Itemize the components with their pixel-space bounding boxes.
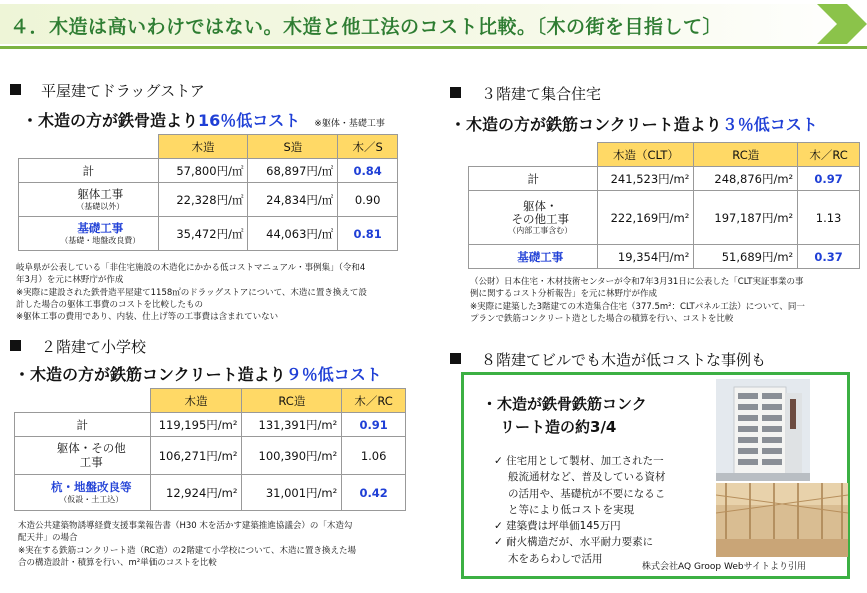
table-row (15, 475, 406, 511)
row-label: 計 (469, 167, 598, 191)
cost-table-housing (468, 142, 860, 269)
row-label-main: 躯体工事 (77, 187, 124, 202)
column-header: RC造 (694, 143, 798, 167)
footnote-line: 計した場合の躯体工事費のコストを比較したもの (16, 299, 204, 310)
table-header-row (15, 389, 406, 413)
table-row (19, 159, 398, 183)
case-study-title-line: リート造の約3/4 (500, 417, 617, 436)
bullet-highlight: 16％低コスト (198, 111, 301, 130)
row-label-main: 躯体・その他 (56, 441, 126, 456)
list-item: の活用や、基礎杭が不要になるこ (508, 487, 666, 500)
table-row (15, 413, 406, 437)
case-study-title (482, 393, 647, 438)
square-bullet-icon (450, 353, 461, 364)
column-header: S造 (248, 135, 338, 159)
cell-ratio: 0.91 (342, 413, 406, 437)
list-item: 木をあらわしで活用 (508, 552, 603, 565)
row-label (19, 217, 159, 251)
square-bullet-icon (450, 87, 461, 98)
table-row (19, 217, 398, 251)
list-item: ✓ 建築費は坪単価145万円 (494, 520, 621, 533)
cost-table-school (14, 388, 406, 511)
footnote-housing (470, 276, 805, 325)
column-header: 木／S (338, 135, 398, 159)
square-bullet-icon (10, 84, 21, 95)
footnote-school (18, 520, 356, 569)
cell-other: 44,063円/㎡ (248, 217, 338, 251)
cell-wood: 57,800円/㎡ (158, 159, 248, 183)
section-heading-text: ８階建てビルでも木造が低コストな事例も (481, 351, 767, 369)
bullet-housing (450, 112, 818, 135)
cell-other: 24,834円/㎡ (248, 183, 338, 217)
cell-other: 51,689円/m² (694, 245, 798, 269)
building-photo (716, 379, 810, 481)
cell-wood: 22,328円/㎡ (158, 183, 248, 217)
table-corner (19, 135, 159, 159)
footnote-line: 岐阜県が公表している「非住宅施設の木造化にかかる低コストマニュアル・事例集」（令和4 (16, 263, 366, 273)
bullet-drugstore (22, 108, 385, 131)
cell-ratio: 0.90 (338, 183, 398, 217)
table-corner (469, 143, 598, 167)
bullet-text: ・木造の方が鉄筋コンクリート造より (14, 365, 286, 384)
cell-wood: 19,354円/m² (598, 245, 694, 269)
table-row (469, 167, 860, 191)
column-header: 木／RC (798, 143, 860, 167)
cell-other: 100,390円/m² (242, 437, 342, 475)
row-label-sub: （仮設・土工込） (59, 494, 124, 504)
table-row (469, 245, 860, 269)
page-title: ４．木造は高いわけではない。木造と他工法のコスト比較。〔木の街を目指して〕 (10, 16, 723, 38)
bullet-text: ・木造の方が鉄骨造より (22, 111, 199, 130)
cost-table-drugstore (18, 134, 398, 251)
row-label: 計 (19, 159, 159, 183)
cell-ratio: 0.37 (798, 245, 860, 269)
cell-wood: 12,924円/m² (150, 475, 242, 511)
table-row (15, 437, 406, 475)
table-header-row (19, 135, 398, 159)
section-heading-housing (450, 83, 601, 104)
bullet-highlight: ９％低コスト (285, 365, 382, 384)
square-bullet-icon (10, 340, 21, 351)
list-item: ✓ 耐火構造だが、水平耐力要素に (494, 536, 654, 549)
bullet-highlight: ３％低コスト (721, 115, 818, 134)
bullet-text: ・木造の方が鉄筋コンクリート造より (450, 115, 722, 134)
column-header: RC造 (242, 389, 342, 413)
section-heading-8story (450, 349, 766, 370)
cell-wood: 119,195円/m² (150, 413, 242, 437)
table-corner (15, 389, 151, 413)
footnote-line: 木造公共建築物誘導経費支援事業報告書（H30 木を活かす建築推進協議会）の「木造勾 (18, 521, 353, 531)
footnote-drugstore (16, 262, 367, 324)
row-label-main: 杭・地盤改良等 (51, 480, 132, 495)
row-label (469, 191, 598, 245)
cell-ratio: 1.06 (342, 437, 406, 475)
case-study-checklist (494, 453, 666, 567)
cell-other: 31,001円/m² (242, 475, 342, 511)
footnote-line: 年3月）を元に林野庁が作成 (16, 275, 124, 286)
column-header: 木造 (150, 389, 242, 413)
section-heading-drugstore (10, 80, 205, 101)
list-item: と等により低コストを実現 (508, 503, 634, 516)
table-header-row (469, 143, 860, 167)
cell-wood: 106,271円/m² (150, 437, 242, 475)
cell-ratio: 0.81 (338, 217, 398, 251)
row-label-main: 躯体・ (522, 198, 558, 213)
footnote-line: ※実際に建築した3階建ての木造集合住宅（377.5m²：CLTパネル工法）について、同一 (470, 301, 805, 312)
case-study-title-line: ・木造が鉄骨鉄筋コンク (482, 395, 647, 413)
footnote-line: ※躯体工事の費用であり、内装、仕上げ等の工事費は含まれていない (16, 312, 279, 323)
column-header: 木造 (158, 135, 248, 159)
column-header: 木／RC (342, 389, 406, 413)
section-heading-text: 平屋建てドラッグストア (41, 82, 205, 100)
row-label-sub: 工事 (79, 454, 103, 469)
footnote-line: 配天井」の場合 (18, 533, 78, 544)
footnote-line: ※実際に建設された鉄骨造平屋建て1158㎡のドラッグストアについて、木造に置き換えて設 (16, 287, 367, 298)
slide-header (0, 0, 867, 52)
cell-wood: 241,523円/m² (598, 167, 694, 191)
bullet-note: ※躯体・基礎工事 (314, 119, 385, 129)
row-label: 計 (15, 413, 151, 437)
footnote-line: （公財）日本住宅・木材技術センターが令和7年3月31日に公表した「CLT実証事業の事 (470, 277, 804, 287)
row-label-main: 基礎工事 (77, 221, 124, 236)
footnote-line: 例に関するコスト分析報告」を元に林野庁が作成 (470, 289, 658, 300)
cell-wood: 222,169円/m² (598, 191, 694, 245)
footnote-line: 合の構造設計・積算を行い、m²単価のコストを比較 (18, 557, 217, 568)
cell-other: 248,876円/m² (694, 167, 798, 191)
interior-photo (716, 483, 848, 557)
photo-credit: 株式会社AQ Groop Webサイトより引用 (642, 562, 806, 572)
row-label-main-2: その他工事 (511, 211, 569, 226)
bullet-school (14, 362, 382, 385)
row-label (15, 475, 151, 511)
cell-other: 68,897円/㎡ (248, 159, 338, 183)
cell-ratio: 0.42 (342, 475, 406, 511)
section-heading-school (10, 336, 146, 357)
table-row (19, 183, 398, 217)
cell-ratio: 0.97 (798, 167, 860, 191)
list-item: 般流通材など、普及している資材 (508, 471, 666, 484)
header-divider (0, 46, 867, 49)
chevron-right-icon (817, 4, 867, 44)
column-header: 木造（CLT） (598, 143, 694, 167)
section-heading-text: ３階建て集合住宅 (481, 85, 602, 103)
list-item: ✓ 住宅用として製材、加工された一 (494, 455, 664, 467)
row-label-sub: （基礎以外） (76, 201, 125, 211)
footnote-line: ※実在する鉄筋コンクリート造（RC造）の2階建て小学校について、木造に置き換えた場 (18, 545, 356, 556)
footnote-line: プランで鉄筋コンクリート造とした場合の積算を行い、コストを比較 (470, 313, 734, 324)
cell-other: 131,391円/m² (242, 413, 342, 437)
row-label-main: 基礎工事 (517, 249, 564, 264)
cell-wood: 35,472円/㎡ (158, 217, 248, 251)
row-label-sub: （基礎・地盤改良費） (60, 235, 141, 245)
row-label (469, 245, 598, 269)
cell-ratio: 1.13 (798, 191, 860, 245)
row-label-sub: （内部工事含む） (508, 226, 573, 236)
cell-other: 197,187円/m² (694, 191, 798, 245)
section-heading-text: ２階建て小学校 (41, 338, 147, 356)
cell-ratio: 0.84 (338, 159, 398, 183)
row-label (15, 437, 151, 475)
table-row (469, 191, 860, 245)
case-study-box (461, 372, 850, 579)
row-label (19, 183, 159, 217)
